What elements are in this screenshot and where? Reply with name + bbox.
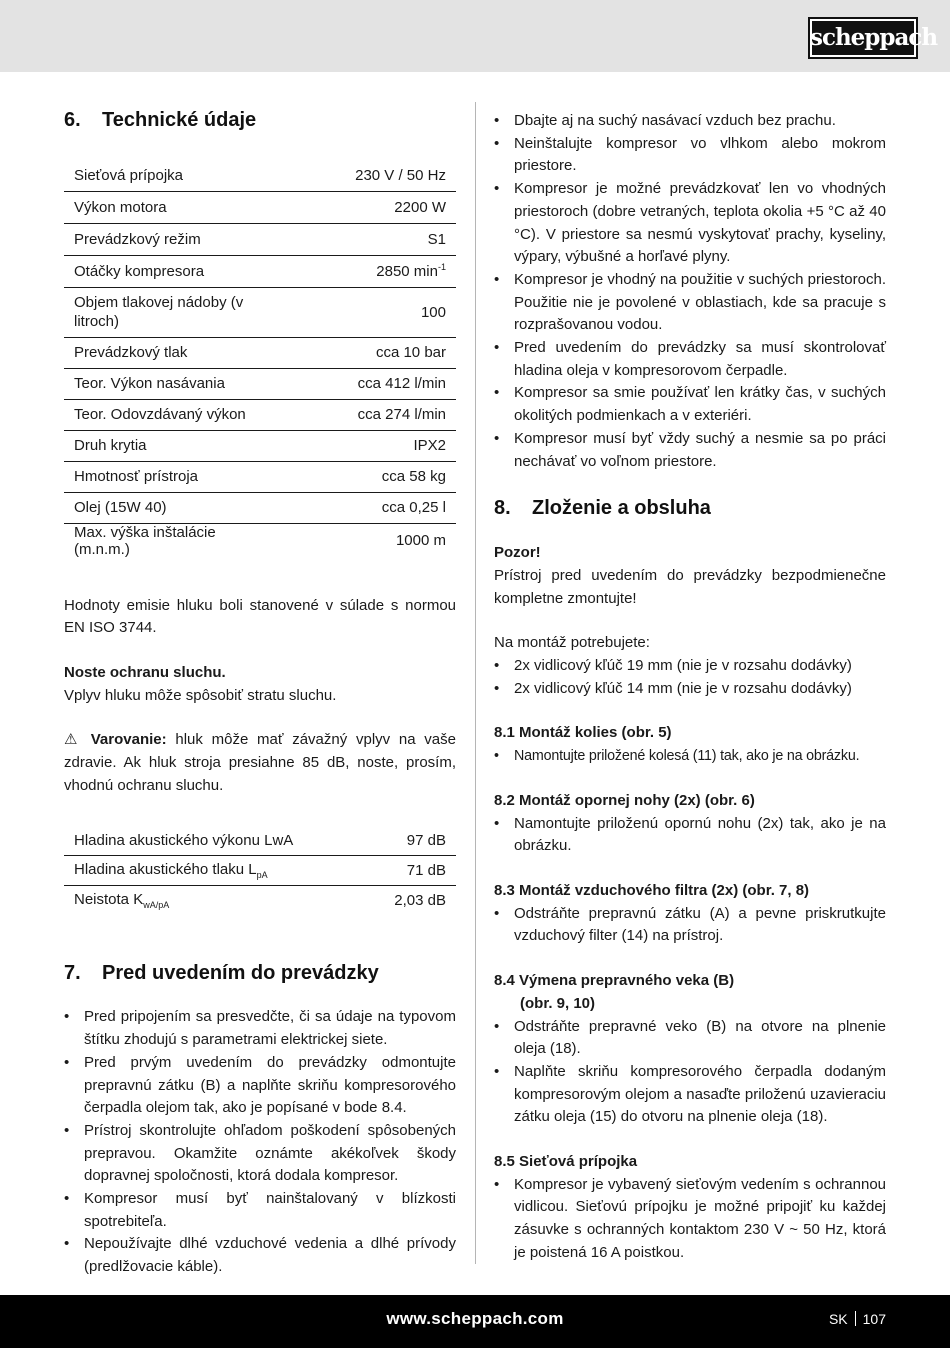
header-bar [0,0,950,72]
table-row [64,492,456,523]
list-item: • 2x vidlicový kľúč 19 mm (nie je v rozsahu dodávky) [494,655,886,678]
ear-protection-heading: Noste ochranu sluchu. [64,663,226,681]
noise-emission-text: Hodnoty emisie hluku boli stanovené v súlade s normou EN ISO 3744. [64,596,456,637]
spec-value: cca 0,25 l [381,499,446,516]
table-row [64,430,456,461]
spec-value-superscript: -1 [437,262,446,272]
table-row [64,223,456,255]
caution-label: Pozor! [494,544,541,562]
table-row [64,191,456,223]
noise-value: 71 dB [406,861,446,879]
list-item: • Kompresor je možné prevádzkovať len vo vhodných priestoroch (dobre vetraných, teplota okolia +5 °C až 40 °C). V priestore sa nesmú vyskytovať prachy, kyseliny, výpary, výbušné a horľavé plyny. [494,178,886,269]
caution-text: Prístroj pred uvedením do prevádzky bezpodmienečne kompletne zmontujte! [494,566,886,607]
page-indicator [829,1311,886,1327]
section-8-heading [494,496,886,520]
noise-value: 2,03 dB [394,892,446,910]
ear-protection-text: Vplyv hluku môže spôsobiť stratu sluchu. [64,686,337,704]
noise-label-text: Hladina akustického tlaku L [74,860,257,878]
left-column [64,100,456,1279]
warning-icon: ⚠ [64,731,83,749]
table-row [64,825,456,855]
spec-value: 2200 W [394,198,446,216]
page-number: 107 [862,1311,886,1327]
list-item: • Kompresor musí byť vždy suchý a nesmie sa po práci nechávať vo voľnom priestore. [494,428,886,473]
list-item: • Nepoužívajte dlhé vzduchové vedenia a dlhé prívody (predlžovacie káble). [64,1233,456,1278]
list-item: • Dbajte aj na suchý nasávací vzduch bez prachu. [494,110,886,133]
language-code: SK [828,1311,848,1327]
spec-value-text: 2850 min [376,263,438,280]
spec-value: S1 [427,230,446,248]
list-item: • Pred uvedením do prevádzky sa musí skontrolovať hladina oleja v kompresorovom čerpadle. [494,337,886,382]
list-item: • 2x vidlicový kľúč 14 mm (nie je v rozsahu dodávky) [494,678,886,701]
subsection-8-4-heading: 8.4 Výmena prepravného veka (B) [494,972,735,990]
subsection-8-4-list [494,1016,886,1130]
noise-value: 97 dB [406,831,446,849]
spec-value [284,255,456,287]
spec-label: Otáčky kompresora [74,262,205,280]
spec-label: Prevádzkový režim [74,230,201,248]
section-number: 8. [494,497,511,520]
subsection-8-3-heading: 8.3 Montáž vzduchového filtra (2x) (obr. 7, 8) [494,881,810,899]
spec-label: Max. výška inštalácie (m.n.m.) [74,523,216,558]
list-item: • Neinštalujte kompresor vo vlhkom alebo mokrom priestore. [494,133,886,178]
table-row [64,337,456,368]
section-7-heading [64,961,456,985]
list-item: • Naplňte skriňu kompresorového čerpadla dodaným kompresorovým olejom a nasaďte priloženú uzavieraciu zátku oleja (15) do otvoru na plnenie oleja (18). [494,1061,886,1129]
spec-label: Teor. Výkon nasávania [74,375,225,392]
section-7-list-continued [494,110,886,473]
subsection-8-1-heading: 8.1 Montáž kolies (obr. 5) [494,724,672,742]
section-number: 6. [64,109,81,131]
spec-value: cca 58 kg [381,468,446,485]
spec-label: Sieťová prípojka [74,166,184,184]
spec-value: 1000 m [395,532,446,549]
warning-paragraph [64,729,456,797]
tools-list [494,655,886,700]
subsection-8-2-heading: 8.2 Montáž opornej nohy (2x) (obr. 6) [494,791,755,809]
noise-label: Hladina akustického výkonu LwA [74,831,294,849]
subsection-8-3-list [494,903,886,948]
subsection-8-5-list [494,1174,886,1265]
noise-label-subscript: pA [256,869,268,880]
table-row [64,160,456,191]
spec-label: Hmotnosť prístroja [74,468,198,485]
subsection-8-2-list [494,813,886,858]
table-row [64,399,456,430]
website-link[interactable]: www.scheppach.com [386,1309,564,1328]
spec-label: Výkon motora [74,198,167,216]
list-item: • Pred prvým uvedením do prevádzky odmontujte prepravnú zátku (B) a naplňte skriňu kompresorového čerpadla olejom tak, ako je popísané v bode 8.4. [64,1052,456,1120]
list-item: • Namontujte priloženú opornú nohu (2x) tak, ako je na obrázku. [494,813,886,858]
subsection-8-5-heading: 8.5 Sieťová prípojka [494,1153,638,1171]
warning-text: hluk môže mať závažný vplyv na vaše zdravie. Ak hluk stroja presiahne 85 dB, noste, prosím, vhodnú ochranu sluchu. [64,731,456,794]
table-row [64,368,456,399]
table-row [64,855,456,885]
noise-table [64,825,456,915]
subsection-8-4-heading-figures: (obr. 9, 10) [520,994,596,1012]
page-separator [855,1311,856,1326]
list-item: • Kompresor sa smie používať len krátky čas, v suchých okolitých podmienkach a v exteriéri. [494,382,886,427]
section-title: Zloženie a obsluha [532,497,711,520]
table-row [64,523,456,558]
spec-label: Druh krytia [74,437,147,454]
table-row [64,287,456,337]
tools-needed-heading: Na montáž potrebujete: [494,634,650,652]
list-item: • Kompresor musí byť nainštalovaný v blízkosti spotrebiteľa. [64,1188,456,1233]
section-6-heading [64,108,456,132]
spec-label: Objem tlakovej nádoby (v litroch) [74,294,244,330]
section-title: Technické údaje [102,109,257,131]
spec-value: 230 V / 50 Hz [355,166,446,184]
footer-bar [0,1295,950,1348]
column-divider [475,102,476,1264]
list-item: • Pred pripojením sa presvedčte, či sa údaje na typovom štítku zhodujú s parametrami elektrickej siete. [64,1006,456,1051]
section-7-list [64,1006,456,1278]
section-number: 7. [64,962,81,985]
spec-value: cca 10 bar [375,344,446,361]
spec-value: cca 412 l/min [357,375,446,392]
subsection-8-1-list [494,745,886,768]
list-item: • Prístroj skontrolujte ohľadom poškodení spôsobených prepravou. Okamžite oznámte akékoľvek škody dopravnej spoločnosti, ktorá dodala kompresor. [64,1120,456,1188]
list-item: • Kompresor je vybavený sieťovým vedením s ochrannou vidlicou. Sieťovú prípojku je možné pripojiť ku každej zásuvke s ochranných kontaktom 230 V ~ 50 Hz, ktorá je poistená 16 A poistkou. [494,1174,886,1265]
spec-value: IPX2 [413,437,446,454]
table-row [64,255,456,287]
noise-label-text: Neistota K [74,891,144,909]
list-item: • Kompresor je vhodný na použitie v suchých priestoroch. Použitie nie je povolené v oblastiach, kde sa pracuje s rozprašovanou vodou. [494,269,886,337]
spec-label: Teor. Odovzdávaný výkon [74,406,246,423]
list-item: • Odstráňte prepravné veko (B) na otvore na plnenie oleja (18). [494,1016,886,1061]
spec-value: 100 [420,303,446,321]
table-row [64,885,456,915]
spec-label: Olej (15W 40) [74,499,167,516]
noise-label [64,855,366,885]
list-item: • Odstráňte prepravnú zátku (A) a pevne priskrutkujte vzduchový filter (14) na prístroj. [494,903,886,948]
noise-label-subscript: wA/pA [143,900,170,911]
technical-data-table [64,160,456,558]
table-row [64,461,456,492]
list-item: • Namontujte priložené kolesá (11) tak, ako je na obrázku. [494,745,886,768]
spec-label: Prevádzkový tlak [74,344,188,361]
noise-label [64,885,366,915]
scheppach-logo: scheppach [808,17,918,59]
right-column [494,110,886,1265]
section-title: Pred uvedením do prevádzky [102,962,379,985]
warning-label: Varovanie: [90,731,167,749]
spec-value: cca 274 l/min [357,406,446,423]
